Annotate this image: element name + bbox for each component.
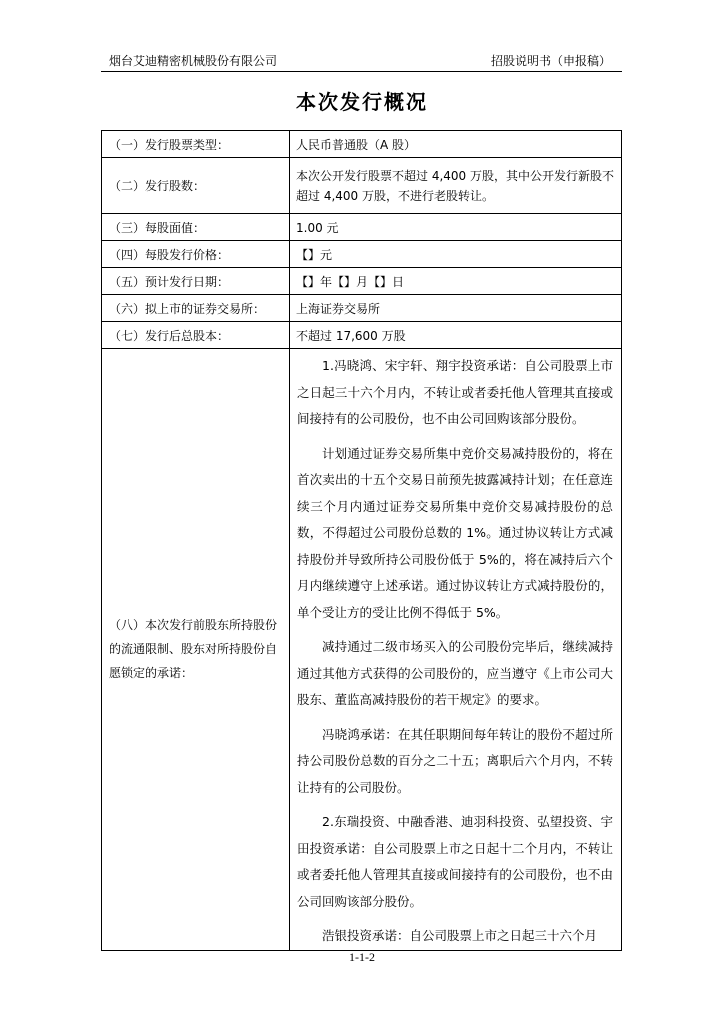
table-row [102,322,622,349]
row-value-issue-price: 【】元 [290,241,622,268]
lockup-paragraph: 2.东瑞投资、中融香港、迪羽科投资、弘望投资、宇田投资承诺：自公司股票上市之日起十二个月内，不转让或者委托他人管理其直接或间接持有的公司股份，也不由公司回购该部分股份。 [297,814,613,909]
row-value-par-value: 1.00 元 [290,214,622,241]
page-title: 本次发行概况 [296,90,428,114]
row-label-total-shares: （七）发行后总股本： [102,322,290,349]
row-label-share-count: （二）发行股数： [102,158,290,214]
table-row [102,131,622,158]
row-label-issue-price: （四）每股发行价格： [102,241,290,268]
offering-overview-table [101,130,622,951]
table-row [102,158,622,214]
row-label-share-type: （一）发行股票类型： [102,131,290,158]
table-row [102,295,622,322]
header-doc-type: 招股说明书（申报稿） [490,54,611,68]
table-row [102,241,622,268]
lockup-paragraph: 冯晓鸿承诺：在其任职期间每年转让的股份不超过所持公司股份总数的百分之二十五；离职后六个月内，不转让持有的公司股份。 [297,726,613,795]
table-row [102,268,622,295]
row-label-issue-date: （五）预计发行日期： [102,268,290,295]
table-row [102,349,622,951]
lockup-paragraph: 计划通过证券交易所集中竞价交易减持股份的，将在首次卖出的十五个交易日前预先披露减持计划；在任意连续三个月内通过证券交易所集中竞价交易减持股份的总数，不得超过公司股份总数的 1%。通过协议转让方式减持股份并导致所持公司股份低于 5%的，将在减持后六个月内继续遵守上述承诺。通过协议转让方式减持股份的，单个受让方的受让比例不得低于 5%。 [297,445,613,620]
row-label-lockup: （八）本次发行前股东所持股份的流通限制、股东对所持股份自愿锁定的承诺： [102,349,290,951]
row-value-lockup [290,349,622,951]
row-label-exchange: （六）拟上市的证券交易所： [102,295,290,322]
lockup-paragraph: 浩银投资承诺：自公司股票上市之日起三十六个月 [322,928,598,943]
lockup-paragraph: 减持通过二级市场买入的公司股份完毕后，继续减持通过其他方式获得的公司股份的，应当遵守《上市公司大股东、董监高减持股份的若干规定》的要求。 [297,639,613,707]
row-value-share-count: 本次公开发行股票不超过 4,400 万股，其中公开发行新股不超过 4,400 万股，不进行老股转让。 [290,158,622,214]
row-value-issue-date: 【】年【】月【】日 [290,268,622,295]
row-value-share-type: 人民币普通股（A 股） [290,131,622,158]
header-divider [101,71,622,72]
page-number: 1-1-2 [349,950,375,964]
table-row [102,214,622,241]
row-label-par-value: （三）每股面值： [102,214,290,241]
row-value-exchange: 上海证券交易所 [290,295,622,322]
row-value-total-shares: 不超过 17,600 万股 [290,322,622,349]
lockup-paragraph: 1.冯晓鸿、宋宇轩、翔宇投资承诺：自公司股票上市之日起三十六个月内，不转让或者委托他人管理其直接或间接持有的公司股份，也不由公司回购该部分股份。 [297,358,613,426]
header-company: 烟台艾迪精密机械股份有限公司 [109,54,278,68]
